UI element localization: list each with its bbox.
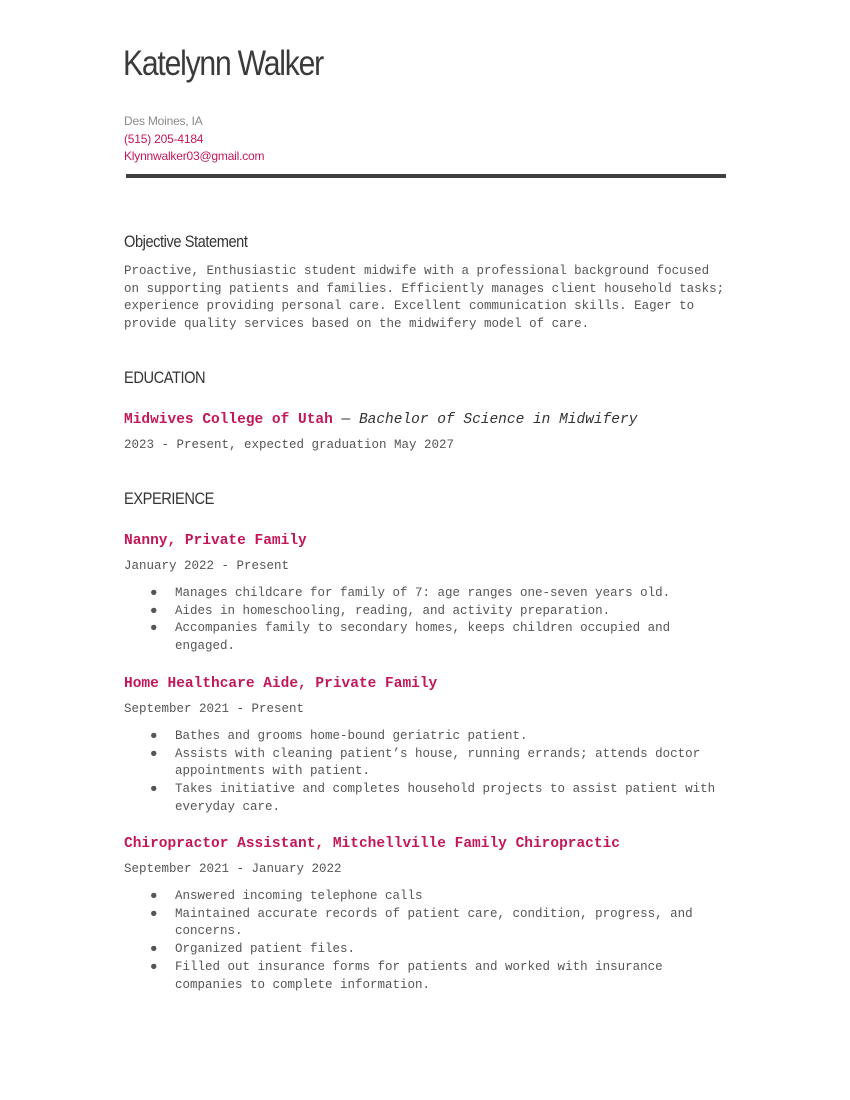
bullet-icon: ●: [150, 621, 158, 636]
bullet-text: Takes initiative and completes household projects to assist patient with: [175, 782, 716, 797]
bullet-text: Manages childcare for family of 7: age ranges one-seven years old.: [175, 586, 671, 600]
bullet-text: appointments with patient.: [175, 764, 371, 779]
objective-line: on supporting patients and families. Efficiently manages client household tasks;: [124, 281, 725, 296]
bullet-icon: ●: [150, 603, 158, 618]
list-item: [124, 746, 735, 781]
title-separator: —: [332, 412, 359, 428]
job-title: Nanny, Private Family: [124, 533, 307, 549]
objective-line: Proactive, Enthusiastic student midwife with a professional background focused: [124, 264, 710, 278]
bullet-icon: ●: [150, 889, 158, 903]
job-title: Chiropractor Assistant, Mitchellville Family Chiropractic: [124, 836, 620, 852]
job-dates: January 2022 - Present: [124, 559, 290, 573]
job-bullet-list: [124, 728, 735, 817]
list-item: [124, 620, 735, 655]
degree-name: Bachelor of Science in Midwifery: [358, 412, 638, 428]
bullet-icon: ●: [150, 586, 158, 600]
phone-link[interactable]: (515) 205-4184: [124, 131, 204, 146]
list-item: [124, 888, 735, 906]
job-title: Home Healthcare Aide, Private Family: [124, 676, 438, 692]
bullet-icon: ●: [150, 942, 158, 957]
list-item: [124, 603, 735, 621]
email-link[interactable]: Klynnwalker03@gmail.com: [124, 149, 265, 163]
bullet-text: Organized patient files.: [175, 942, 356, 957]
education-entry-title: [124, 412, 637, 428]
job-dates: September 2021 - Present: [124, 702, 305, 716]
list-item: [124, 959, 735, 994]
bullet-icon: ●: [150, 959, 158, 974]
bullet-icon: ●: [150, 782, 158, 797]
objective-heading: Objective Statement: [124, 232, 248, 251]
bullet-text: Accompanies family to secondary homes, keeps children occupied and: [175, 621, 671, 636]
bullet-icon: ●: [150, 729, 158, 743]
job-dates: September 2021 - January 2022: [124, 862, 342, 876]
bullet-icon: ●: [150, 906, 158, 921]
list-item: [124, 781, 735, 816]
job-bullet-list: [124, 585, 735, 656]
candidate-name: Katelynn Walker: [123, 44, 323, 83]
job-bullet-list: [124, 888, 735, 994]
bullet-text: Maintained accurate records of patient care, condition, progress, and: [175, 906, 693, 921]
bullet-text: companies to complete information.: [175, 977, 431, 992]
bullet-text: concerns.: [175, 924, 243, 939]
bullet-text: Answered incoming telephone calls: [175, 889, 423, 903]
contact-info: [124, 113, 264, 166]
bullet-text: Aides in homeschooling, reading, and activity preparation.: [175, 603, 611, 618]
bullet-icon: ●: [150, 746, 158, 761]
location-text: Des Moines, IA: [124, 114, 203, 128]
objective-line: experience providing personal care. Excellent communication skills. Eager to: [124, 299, 695, 314]
list-item: [124, 941, 735, 959]
list-item: [124, 728, 735, 746]
header-divider: [126, 174, 726, 178]
education-heading: EDUCATION: [124, 368, 206, 387]
bullet-text: Bathes and grooms home-bound geriatric patient.: [175, 729, 528, 743]
bullet-text: Assists with cleaning patient’s house, running errands; attends doctor: [175, 746, 701, 761]
objective-text: [124, 263, 734, 334]
bullet-text: Filled out insurance forms for patients and worked with insurance: [175, 959, 663, 974]
experience-heading: EXPERIENCE: [124, 489, 214, 508]
bullet-text: engaged.: [175, 639, 236, 654]
list-item: [124, 906, 735, 941]
education-dates: 2023 - Present, expected graduation May 2027: [124, 438, 455, 452]
bullet-text: everyday care.: [175, 799, 281, 814]
objective-line: provide quality services based on the midwifery model of care.: [124, 317, 590, 332]
list-item: [124, 585, 735, 603]
school-name: Midwives College of Utah: [124, 412, 333, 428]
